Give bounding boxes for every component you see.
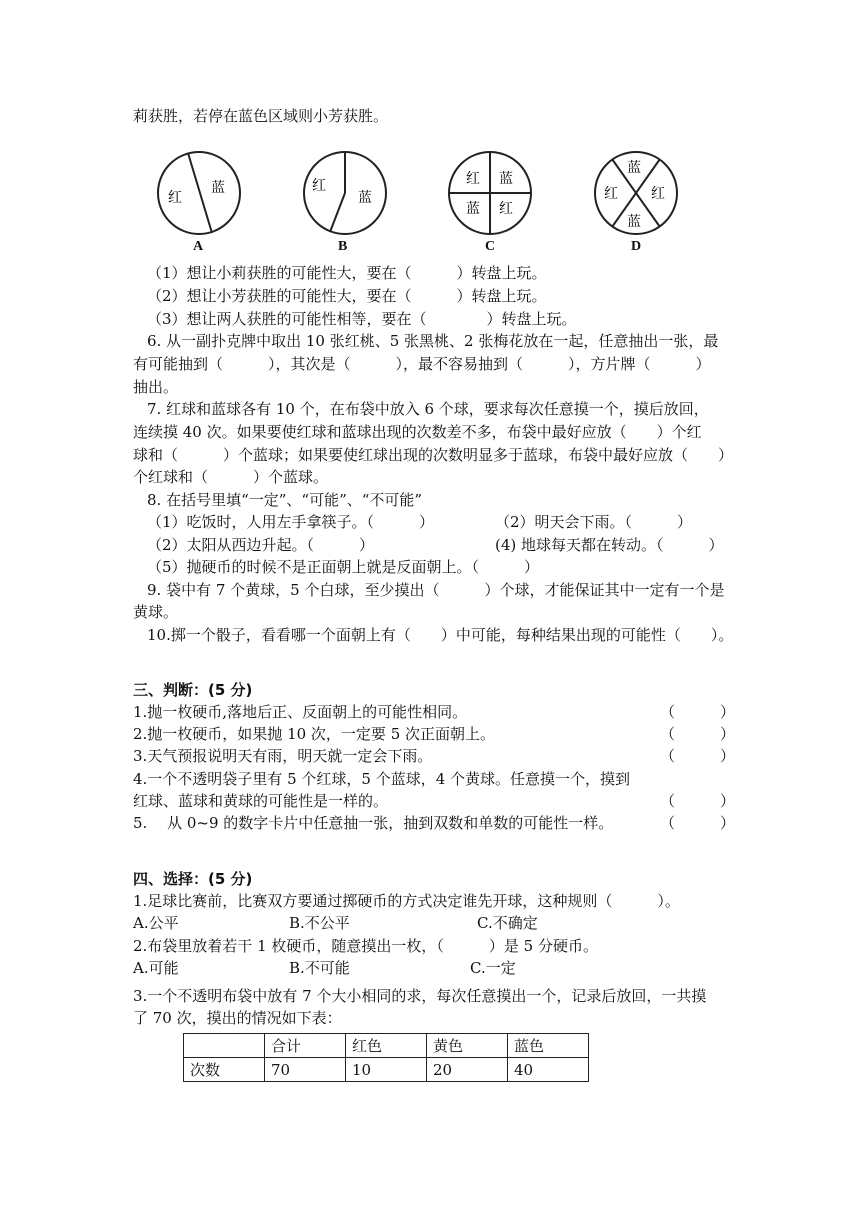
spinner-a — [156, 150, 242, 236]
table-cell: 10 — [346, 1058, 427, 1082]
choice-q3-line-2: 了 70 次，摸出的情况如下表： — [133, 1009, 342, 1027]
judge-item-5: 5. 从 0~9 的数字卡片中任意抽一张，抽到双数和单数的可能性一样。 — [133, 814, 614, 832]
table-header-cell — [184, 1034, 265, 1058]
spinner-b-label-2: 蓝 — [358, 190, 372, 206]
q6-line-1: 6. 从一副扑克牌中取出 10 张红桃、5 张黑桃、2 张梅花放在一起，任意抽出一张，最 — [147, 332, 719, 350]
q5-line-3: （3）想让两人获胜的可能性相等，要在（ ）转盘上玩。 — [147, 310, 577, 328]
q5-line-1: （1）想让小莉获胜的可能性大，要在（ ）转盘上玩。 — [147, 264, 547, 282]
table-cell: 70 — [265, 1058, 346, 1082]
section-4-title: 四、选择：(5 分) — [133, 870, 253, 888]
judge-item-3: 3.天气预报说明天有雨，明天就一定会下雨。 — [133, 747, 433, 765]
judge-item-4: 4.一个不透明袋子里有 5 个红球，5 个蓝球，4 个黄球。任意摸一个，摸到 — [133, 770, 631, 788]
choice-q2: 2.布袋里放着若干 1 枚硬币，随意摸出一枚，（ ）是 5 分硬币。 — [133, 937, 598, 955]
q7-line-3: 球和（ ）个蓝球；如果要使红球出现的次数明显多于蓝球，布袋中最好应放（ ） — [133, 446, 734, 464]
spinner-d-label-4: 蓝 — [627, 214, 641, 230]
spinner-d — [593, 150, 679, 236]
choice-q3-line-1: 3.一个不透明布袋中放有 7 个大小相同的求，每次任意摸出一个，记录后放回，一共摸 — [133, 987, 707, 1005]
q6-line-2: 有可能抽到（ ），其次是（ ），最不容易抽到（ ），方片牌（ ） — [133, 355, 711, 373]
choice-q1: 1.足球比赛前，比赛双方要通过掷硬币的方式决定谁先开球，这种规则（ ）。 — [133, 892, 680, 910]
judge-bracket-3: （ ） — [660, 747, 736, 765]
judge-item-4-cont: 红球、蓝球和黄球的可能性是一样的。 — [133, 792, 389, 810]
table-header-cell: 蓝色 — [508, 1034, 589, 1058]
choice-q1-opt-b: B.不公平 — [289, 914, 350, 932]
spinner-a-label-1: 红 — [168, 190, 182, 206]
table-row — [184, 1058, 589, 1082]
table-header-row — [184, 1034, 589, 1058]
choice-q2-opt-a: A.可能 — [133, 959, 179, 977]
judge-bracket-4: （ ） — [660, 792, 736, 810]
q7-line-1: 7. 红球和蓝球各有 10 个，在布袋中放入 6 个球，要求每次任意摸一个，摸后放回， — [147, 400, 709, 418]
q8-item-2: （2）明天会下雨。（ ） — [495, 513, 693, 531]
section-3-title: 三、判断：(5 分) — [133, 681, 253, 699]
spinner-c-caption: C — [485, 239, 496, 254]
q8-item-5: （5）抛硬币的时候不是正面朝上就是反面朝上。（ ） — [147, 558, 540, 576]
q5-line-2: （2）想让小芳获胜的可能性大，要在（ ）转盘上玩。 — [147, 287, 547, 305]
spinner-c-label-4: 红 — [499, 201, 513, 217]
q8-item-3: （2）太阳从西边升起。（ ） — [147, 536, 375, 554]
table-header-cell: 合计 — [265, 1034, 346, 1058]
intro-tail: 莉获胜，若停在蓝色区域则小芳获胜。 — [133, 107, 389, 125]
table-cell: 次数 — [184, 1058, 265, 1082]
q8-title: 8. 在括号里填“一定”、“可能”、“不可能” — [147, 491, 423, 509]
table-header-cell: 红色 — [346, 1034, 427, 1058]
choice-q1-opt-c: C.不确定 — [477, 914, 538, 932]
spinner-c-label-3: 蓝 — [466, 201, 480, 217]
q9-line-2: 黄球。 — [133, 603, 179, 621]
q8-item-4: (4) 地球每天都在转动。（ ） — [495, 536, 724, 554]
judge-item-1: 1.抛一枚硬币,落地后正、反面朝上的可能性相同。 — [133, 703, 468, 721]
choice-q2-opt-b: B.不可能 — [289, 959, 350, 977]
q6-line-3: 抽出。 — [133, 378, 179, 396]
q8-item-1: （1）吃饭时，人用左手拿筷子。（ ） — [147, 513, 435, 531]
judge-bracket-2: （ ） — [660, 725, 736, 743]
spinner-a-caption: A — [193, 239, 204, 254]
judge-item-2: 2.抛一枚硬币，如果抛 10 次，一定要 5 次正面朝上。 — [133, 725, 496, 743]
spinner-b-caption: B — [338, 239, 348, 254]
table-cell: 20 — [427, 1058, 508, 1082]
spinner-b — [302, 150, 388, 236]
spinner-d-label-2: 红 — [604, 186, 618, 202]
spinner-c — [447, 150, 533, 236]
choice-q2-opt-c: C.一定 — [470, 959, 516, 977]
spinner-c-label-2: 蓝 — [499, 171, 513, 187]
q9-line-1: 9. 袋中有 7 个黄球，5 个白球，至少摸出（ ）个球，才能保证其中一定有一个是 — [147, 581, 725, 599]
q7-line-4: 个红球和（ ）个蓝球。 — [133, 468, 329, 486]
q10-line: 10.掷一个骰子，看看哪一个面朝上有（ ）中可能，每种结果出现的可能性（ ）。 — [147, 626, 734, 644]
spinner-d-caption: D — [631, 239, 642, 254]
spinner-c-label-1: 红 — [466, 171, 480, 187]
table-header-cell: 黄色 — [427, 1034, 508, 1058]
spinner-b-label-1: 红 — [312, 178, 326, 194]
choice-q1-opt-a: A.公平 — [133, 914, 179, 932]
judge-bracket-5: （ ） — [660, 814, 736, 832]
spinner-d-label-3: 红 — [651, 186, 665, 202]
table-cell: 40 — [508, 1058, 589, 1082]
results-table — [183, 1033, 589, 1082]
spinner-a-label-2: 蓝 — [211, 180, 225, 196]
spinner-d-label-1: 蓝 — [627, 160, 641, 176]
judge-bracket-1: （ ） — [660, 703, 736, 721]
q7-line-2: 连续摸 40 次。如果要使红球和蓝球出现的次数差不多，布袋中最好应放（ ）个红 — [133, 423, 702, 441]
